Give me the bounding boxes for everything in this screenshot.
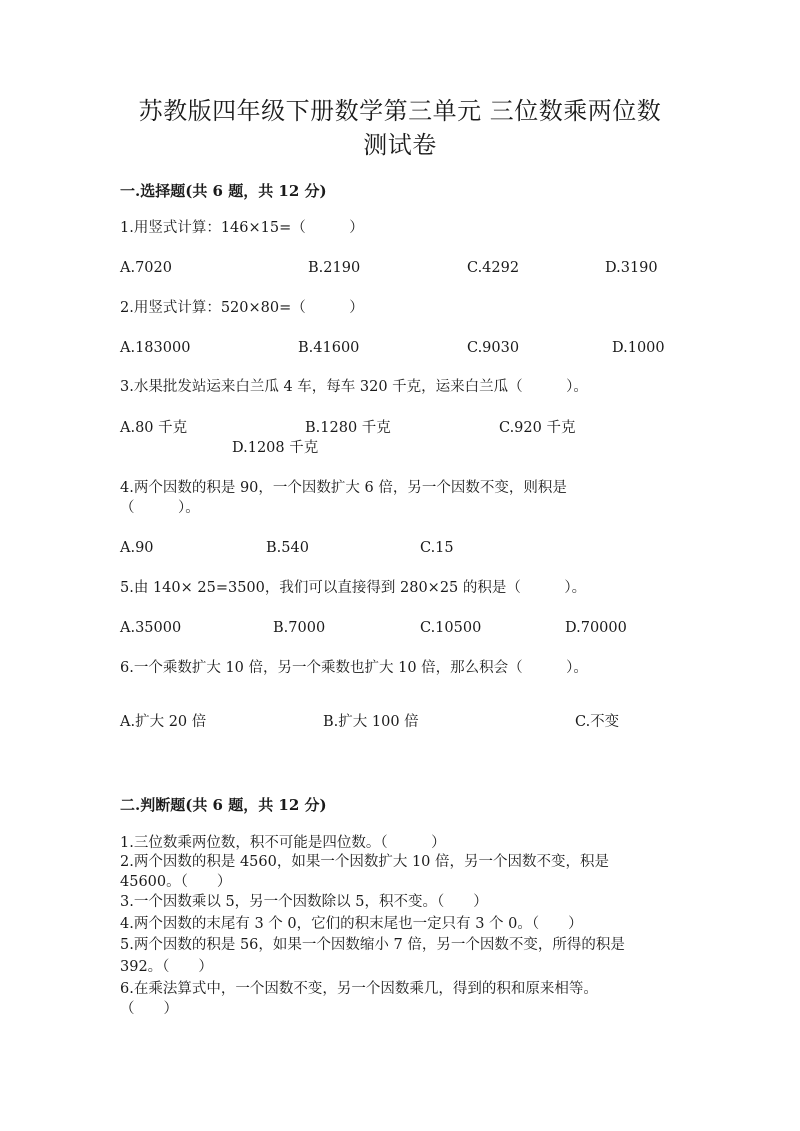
q3-option-b: B.1280 千克 [305,420,391,436]
question-4-line-1: 4.两个因数的积是 90，一个因数扩大 6 倍，另一个因数不变，则积是 [120,480,567,496]
q1-option-a: A.7020 [120,260,172,276]
q3-option-a: A.80 千克 [120,420,188,436]
tf-line-1: 1.三位数乘两位数，积不可能是四位数。（ ） [120,835,446,851]
q6-option-b: B.扩大 100 倍 [323,714,419,730]
tf-line-9: （ ） [120,1001,178,1017]
question-2: 2.用竖式计算：520×80=（ ） [120,300,364,316]
exam-title-line-1: 苏教版四年级下册数学第三单元 三位数乘两位数 [138,97,662,125]
section-heading-choice: 一.选择题(共 6 题，共 12 分) [120,182,327,200]
tf-line-3: 45600。（ ） [120,874,232,890]
q1-option-d: D.3190 [605,260,658,276]
tf-line-6: 5.两个因数的积是 56，如果一个因数缩小 7 倍，另一个因数不变，所得的积是 [120,937,625,953]
question-6: 6.一个乘数扩大 10 倍，另一个乘数也扩大 10 倍，那么积会（ ）。 [120,660,588,676]
question-3: 3.水果批发站运来白兰瓜 4 车，每车 320 千克，运来白兰瓜（ ）。 [120,379,588,395]
tf-line-4: 3.一个因数乘以 5，另一个因数除以 5，积不变。（ ） [120,894,488,910]
q5-option-a: A.35000 [120,620,182,636]
tf-line-2: 2.两个因数的积是 4560，如果一个因数扩大 10 倍，另一个因数不变，积是 [120,854,610,870]
question-1: 1.用竖式计算：146×15=（ ） [120,220,364,236]
tf-line-8: 6.在乘法算式中，一个因数不变，另一个因数乘几，得到的积和原来相等。 [120,981,598,997]
q5-option-c: C.10500 [420,620,482,636]
q4-option-c: C.15 [420,540,454,556]
q4-option-a: A.90 [120,540,154,556]
question-5: 5.由 140× 25=3500，我们可以直接得到 280×25 的积是（ ）。 [120,580,587,596]
q3-option-d: D.1208 千克 [232,440,319,456]
q2-option-c: C.9030 [467,340,520,356]
q1-option-c: C.4292 [467,260,520,276]
section-heading-true-false: 二.判断题(共 6 题，共 12 分) [120,796,327,814]
q1-option-b: B.2190 [308,260,361,276]
q4-option-b: B.540 [266,540,309,556]
q2-option-b: B.41600 [298,340,360,356]
exam-title-line-2: 测试卷 [363,131,437,159]
tf-line-7: 392。（ ） [120,959,213,975]
q6-option-a: A.扩大 20 倍 [120,714,207,730]
q5-option-d: D.70000 [565,620,627,636]
q2-option-a: A.183000 [120,340,191,356]
q6-option-c: C.不变 [575,714,620,730]
q3-option-c: C.920 千克 [499,420,576,436]
question-4-line-2: （ ）。 [120,500,200,516]
q2-option-d: D.1000 [612,340,665,356]
tf-line-5: 4.两个因数的末尾有 3 个 0，它们的积末尾也一定只有 3 个 0。（ ） [120,916,583,932]
q5-option-b: B.7000 [273,620,326,636]
